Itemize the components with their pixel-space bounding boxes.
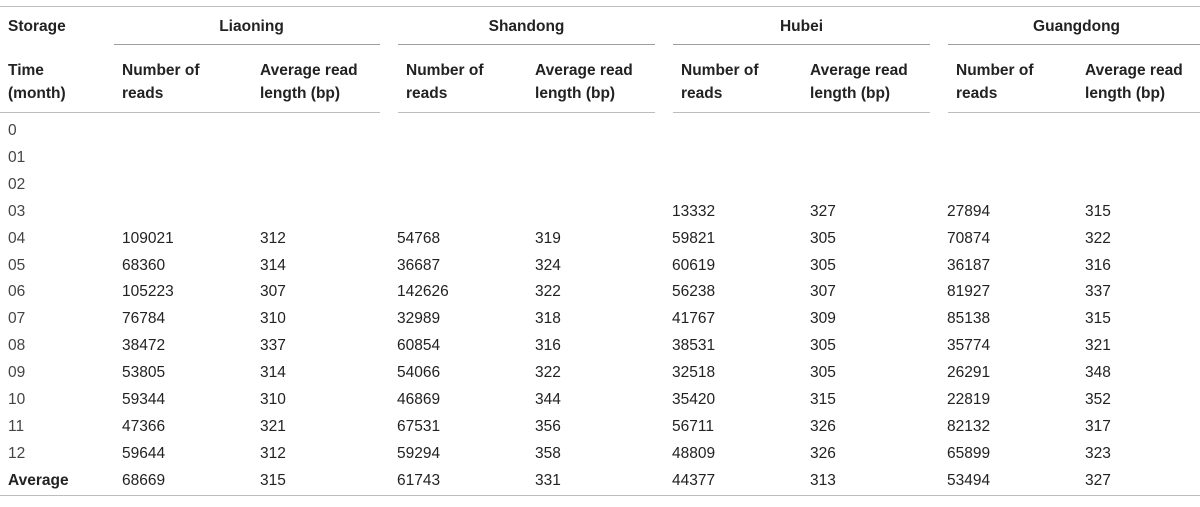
number-of-reads-header: Number of reads xyxy=(664,45,802,113)
value-cell: 337 xyxy=(260,337,286,355)
value-cell: 32989 xyxy=(397,310,441,328)
value-cell xyxy=(939,145,1077,172)
average-value-cell: 331 xyxy=(527,468,664,495)
value-cell: 47366 xyxy=(122,417,166,435)
table-row xyxy=(0,199,1200,226)
table-row xyxy=(0,172,1200,199)
value-cell xyxy=(1077,145,1200,172)
value-cell: 314 xyxy=(260,256,286,274)
read-statistics-table xyxy=(0,6,1200,496)
value-cell: 85138 xyxy=(947,310,991,328)
value-cell: 326 xyxy=(810,417,836,435)
region-header-row xyxy=(0,7,1200,45)
value-cell: 312 xyxy=(260,229,286,247)
average-label: Average xyxy=(0,468,114,495)
value-cell: 310 xyxy=(260,391,286,409)
value-cell xyxy=(252,113,389,145)
value-cell xyxy=(939,113,1077,145)
value-cell: 337 xyxy=(1085,283,1111,301)
time-cell: 05 xyxy=(8,256,26,274)
value-cell xyxy=(252,199,389,226)
value-cell: 315 xyxy=(1085,310,1111,328)
number-of-reads-header: Number of reads xyxy=(114,45,252,113)
value-cell: 36687 xyxy=(397,256,441,274)
value-cell: 59644 xyxy=(122,444,166,462)
time-cell: 04 xyxy=(8,229,26,247)
average-value-cell: 53494 xyxy=(939,468,1077,495)
value-cell: 318 xyxy=(535,310,561,328)
value-cell xyxy=(389,199,527,226)
value-cell: 59294 xyxy=(397,444,441,462)
table-row xyxy=(0,253,1200,280)
value-cell: 70874 xyxy=(947,229,991,247)
value-cell xyxy=(664,113,802,145)
value-cell xyxy=(1077,172,1200,199)
time-cell: 06 xyxy=(8,283,26,301)
table-row xyxy=(0,279,1200,306)
value-cell: 76784 xyxy=(122,310,166,328)
value-cell: 54066 xyxy=(397,364,441,382)
value-cell: 32518 xyxy=(672,364,716,382)
average-read-length-header: Average read length (bp) xyxy=(527,45,664,113)
value-cell: 316 xyxy=(535,337,561,355)
storage-header: Storage xyxy=(0,7,114,45)
value-cell: 48809 xyxy=(672,444,716,462)
value-cell: 65899 xyxy=(947,444,991,462)
value-cell xyxy=(802,172,939,199)
value-cell xyxy=(252,145,389,172)
value-cell: 315 xyxy=(1085,202,1111,220)
average-value-cell: 68669 xyxy=(114,468,252,495)
table-row xyxy=(0,360,1200,387)
value-cell: 82132 xyxy=(947,417,991,435)
value-cell: 327 xyxy=(810,202,836,220)
value-cell: 322 xyxy=(535,364,561,382)
value-cell: 56238 xyxy=(672,283,716,301)
value-cell: 109021 xyxy=(122,229,174,247)
value-cell: 309 xyxy=(810,310,836,328)
value-cell: 67531 xyxy=(397,417,441,435)
value-cell: 59821 xyxy=(672,229,716,247)
time-cell: 08 xyxy=(8,337,26,355)
time-cell: 0 xyxy=(8,122,17,139)
value-cell xyxy=(664,145,802,172)
value-cell xyxy=(389,172,527,199)
value-cell: 315 xyxy=(810,391,836,409)
value-cell xyxy=(114,145,252,172)
value-cell xyxy=(802,145,939,172)
time-cell: 12 xyxy=(8,444,26,462)
value-cell: 38531 xyxy=(672,337,716,355)
value-cell xyxy=(802,113,939,145)
value-cell xyxy=(114,199,252,226)
average-value-cell: 44377 xyxy=(664,468,802,495)
region-header-hubei: Hubei xyxy=(664,7,939,45)
value-cell: 46869 xyxy=(397,391,441,409)
value-cell: 54768 xyxy=(397,229,441,247)
value-cell xyxy=(664,172,802,199)
time-cell: 07 xyxy=(8,310,26,328)
value-cell xyxy=(527,145,664,172)
number-of-reads-header: Number of reads xyxy=(939,45,1077,113)
region-header-guangdong: Guangdong xyxy=(939,7,1200,45)
region-header-liaoning: Liaoning xyxy=(114,7,389,45)
value-cell: 305 xyxy=(810,364,836,382)
time-cell: 09 xyxy=(8,364,26,382)
average-value-cell: 315 xyxy=(252,468,389,495)
average-value-cell: 327 xyxy=(1077,468,1200,495)
value-cell: 22819 xyxy=(947,391,991,409)
region-header-shandong: Shandong xyxy=(389,7,664,45)
value-cell: 305 xyxy=(810,256,836,274)
time-cell: 11 xyxy=(8,417,25,435)
value-cell: 305 xyxy=(810,337,836,355)
value-cell: 60619 xyxy=(672,256,716,274)
value-cell: 319 xyxy=(535,229,561,247)
average-value-cell: 313 xyxy=(802,468,939,495)
value-cell: 305 xyxy=(810,229,836,247)
table-body xyxy=(0,113,1200,495)
number-of-reads-header: Number of reads xyxy=(389,45,527,113)
value-cell: 356 xyxy=(535,417,561,435)
value-cell: 344 xyxy=(535,391,561,409)
time-cell: 01 xyxy=(8,148,26,166)
value-cell: 322 xyxy=(535,283,561,301)
time-cell: 03 xyxy=(8,202,26,220)
value-cell: 60854 xyxy=(397,337,441,355)
value-cell: 68360 xyxy=(122,256,166,274)
value-cell: 326 xyxy=(810,444,836,462)
value-cell: 105223 xyxy=(122,283,174,301)
value-cell: 53805 xyxy=(122,364,166,382)
value-cell xyxy=(527,172,664,199)
average-read-length-header: Average read length (bp) xyxy=(1077,45,1200,113)
value-cell: 324 xyxy=(535,256,561,274)
value-cell xyxy=(389,113,527,145)
value-cell: 316 xyxy=(1085,256,1111,274)
value-cell: 307 xyxy=(260,283,286,301)
time-month-header: Time (month) xyxy=(8,61,66,102)
value-cell: 352 xyxy=(1085,391,1111,409)
value-cell xyxy=(1077,113,1200,145)
value-cell: 41767 xyxy=(672,310,716,328)
subheader-row xyxy=(0,45,1200,113)
value-cell: 27894 xyxy=(947,202,991,220)
value-cell xyxy=(389,145,527,172)
value-cell: 321 xyxy=(1085,337,1111,355)
value-cell: 59344 xyxy=(122,391,166,409)
table-row xyxy=(0,226,1200,253)
value-cell: 314 xyxy=(260,364,286,382)
value-cell: 348 xyxy=(1085,364,1111,382)
value-cell xyxy=(252,172,389,199)
value-cell: 321 xyxy=(260,417,286,435)
value-cell xyxy=(114,113,252,145)
value-cell: 310 xyxy=(260,310,286,328)
value-cell: 56711 xyxy=(672,417,714,435)
value-cell xyxy=(939,172,1077,199)
value-cell: 35774 xyxy=(947,337,991,355)
time-cell: 02 xyxy=(8,175,26,193)
average-row xyxy=(0,468,1200,495)
value-cell: 323 xyxy=(1085,444,1111,462)
value-cell xyxy=(527,113,664,145)
table-row xyxy=(0,387,1200,414)
table-row xyxy=(0,145,1200,172)
average-read-length-header: Average read length (bp) xyxy=(252,45,389,113)
table-row xyxy=(0,113,1200,145)
table-row xyxy=(0,414,1200,441)
value-cell: 312 xyxy=(260,444,286,462)
value-cell xyxy=(114,172,252,199)
table-row xyxy=(0,306,1200,333)
value-cell: 307 xyxy=(810,283,836,301)
value-cell: 26291 xyxy=(947,364,991,382)
value-cell: 35420 xyxy=(672,391,716,409)
value-cell: 38472 xyxy=(122,337,166,355)
value-cell: 142626 xyxy=(397,283,449,301)
table-row xyxy=(0,441,1200,468)
time-cell: 10 xyxy=(8,391,26,409)
table-row xyxy=(0,333,1200,360)
value-cell: 358 xyxy=(535,444,561,462)
value-cell: 317 xyxy=(1085,417,1111,435)
value-cell xyxy=(527,199,664,226)
value-cell: 36187 xyxy=(947,256,991,274)
value-cell: 322 xyxy=(1085,229,1111,247)
value-cell: 13332 xyxy=(672,202,716,220)
average-read-length-header: Average read length (bp) xyxy=(802,45,939,113)
average-value-cell: 61743 xyxy=(389,468,527,495)
value-cell: 81927 xyxy=(947,283,991,301)
